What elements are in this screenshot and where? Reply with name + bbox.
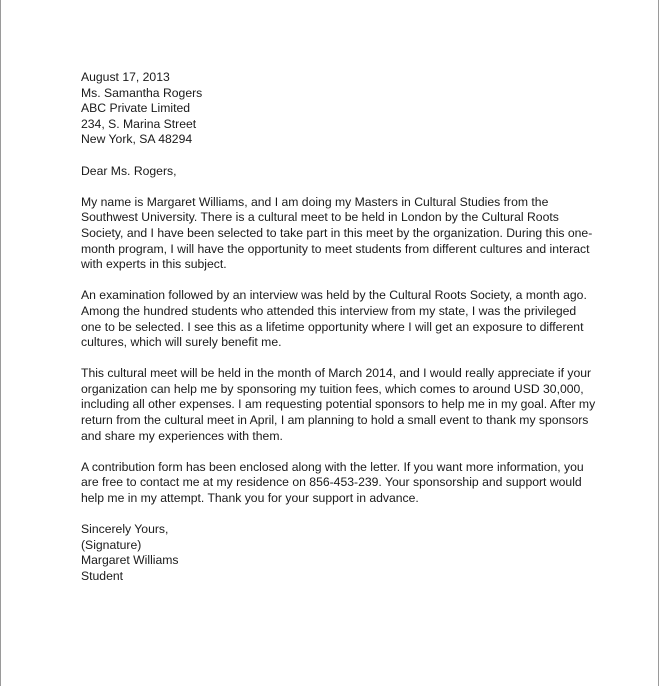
paragraph-line: An examination followed by an interview was held by the Cultural Roots Society, a month ago. [81, 288, 587, 303]
salutation: Dear Ms. Rogers, [81, 163, 177, 178]
paragraph-line: help me in my attempt. Thank you for your support in advance. [81, 491, 419, 506]
paragraph-line: organization can help me by sponsoring my tuition fees, which comes to around USD 30,000, [81, 381, 584, 396]
date-line [81, 70, 581, 86]
paragraph-line: month program, I will have the opportunity to meet students from different cultures and interact [81, 241, 590, 256]
sender-name: Margaret Williams [81, 553, 179, 568]
spacer [81, 444, 581, 460]
spacer [81, 351, 581, 367]
recipient-address [81, 86, 581, 148]
paragraph-line: My name is Margaret Williams, and I am doing my Masters in Cultural Studies from the [81, 194, 549, 209]
spacer [81, 273, 581, 289]
paragraph-line: A contribution form has been enclosed along with the letter. If you want more information, you [81, 459, 584, 474]
paragraph-line: return from the cultural meet in April, I am planning to hold a small event to thank my sponsors [81, 413, 589, 428]
letter-body [81, 70, 596, 585]
paragraph-line: and share my experiences with them. [81, 428, 283, 443]
closing: Sincerely Yours, [81, 522, 169, 537]
recipient-city: New York, SA 48294 [81, 132, 193, 147]
paragraph-line: one to be selected. I see this as a lifetime opportunity where I will get an exposure to different [81, 319, 584, 334]
recipient-company: ABC Private Limited [81, 101, 191, 116]
spacer [81, 148, 581, 164]
paragraph-line: Southwest University. There is a cultural meet to be held in London by the Cultural Roots [81, 210, 559, 225]
paragraph-line: are free to contact me at my residence on 856-453-239. Your sponsorship and support would [81, 475, 582, 490]
paragraph-1 [81, 194, 593, 273]
spacer [81, 507, 581, 523]
signature-placeholder: (Signature) [81, 537, 142, 552]
paragraph-line: including all other expenses. I am requesting potential sponsors to help me in my goal. After my [81, 397, 596, 412]
paragraph-line: This cultural meet will be held in the month of March 2014, and I would really appreciate if your [81, 366, 592, 381]
paragraph-line: Society, and I have been selected to take part in this meet by the organization. During this one- [81, 225, 593, 240]
paragraph-2 [81, 288, 587, 350]
paragraph-line: with experts in this subject. [81, 257, 227, 272]
paragraph-3 [81, 366, 596, 444]
spacer [81, 179, 581, 195]
paragraph-line: cultures, which will surely benefit me. [81, 335, 282, 350]
paragraph-4 [81, 459, 584, 507]
sender-title: Student [81, 569, 124, 583]
recipient-street: 234, S. Marina Street [81, 116, 197, 131]
paragraph-line: Among the hundred students who attended this interview from my state, I was the privileged [81, 303, 577, 318]
recipient-name: Ms. Samantha Rogers [81, 85, 203, 100]
letter-date: August 17, 2013 [81, 70, 170, 84]
signature-block [81, 522, 581, 584]
